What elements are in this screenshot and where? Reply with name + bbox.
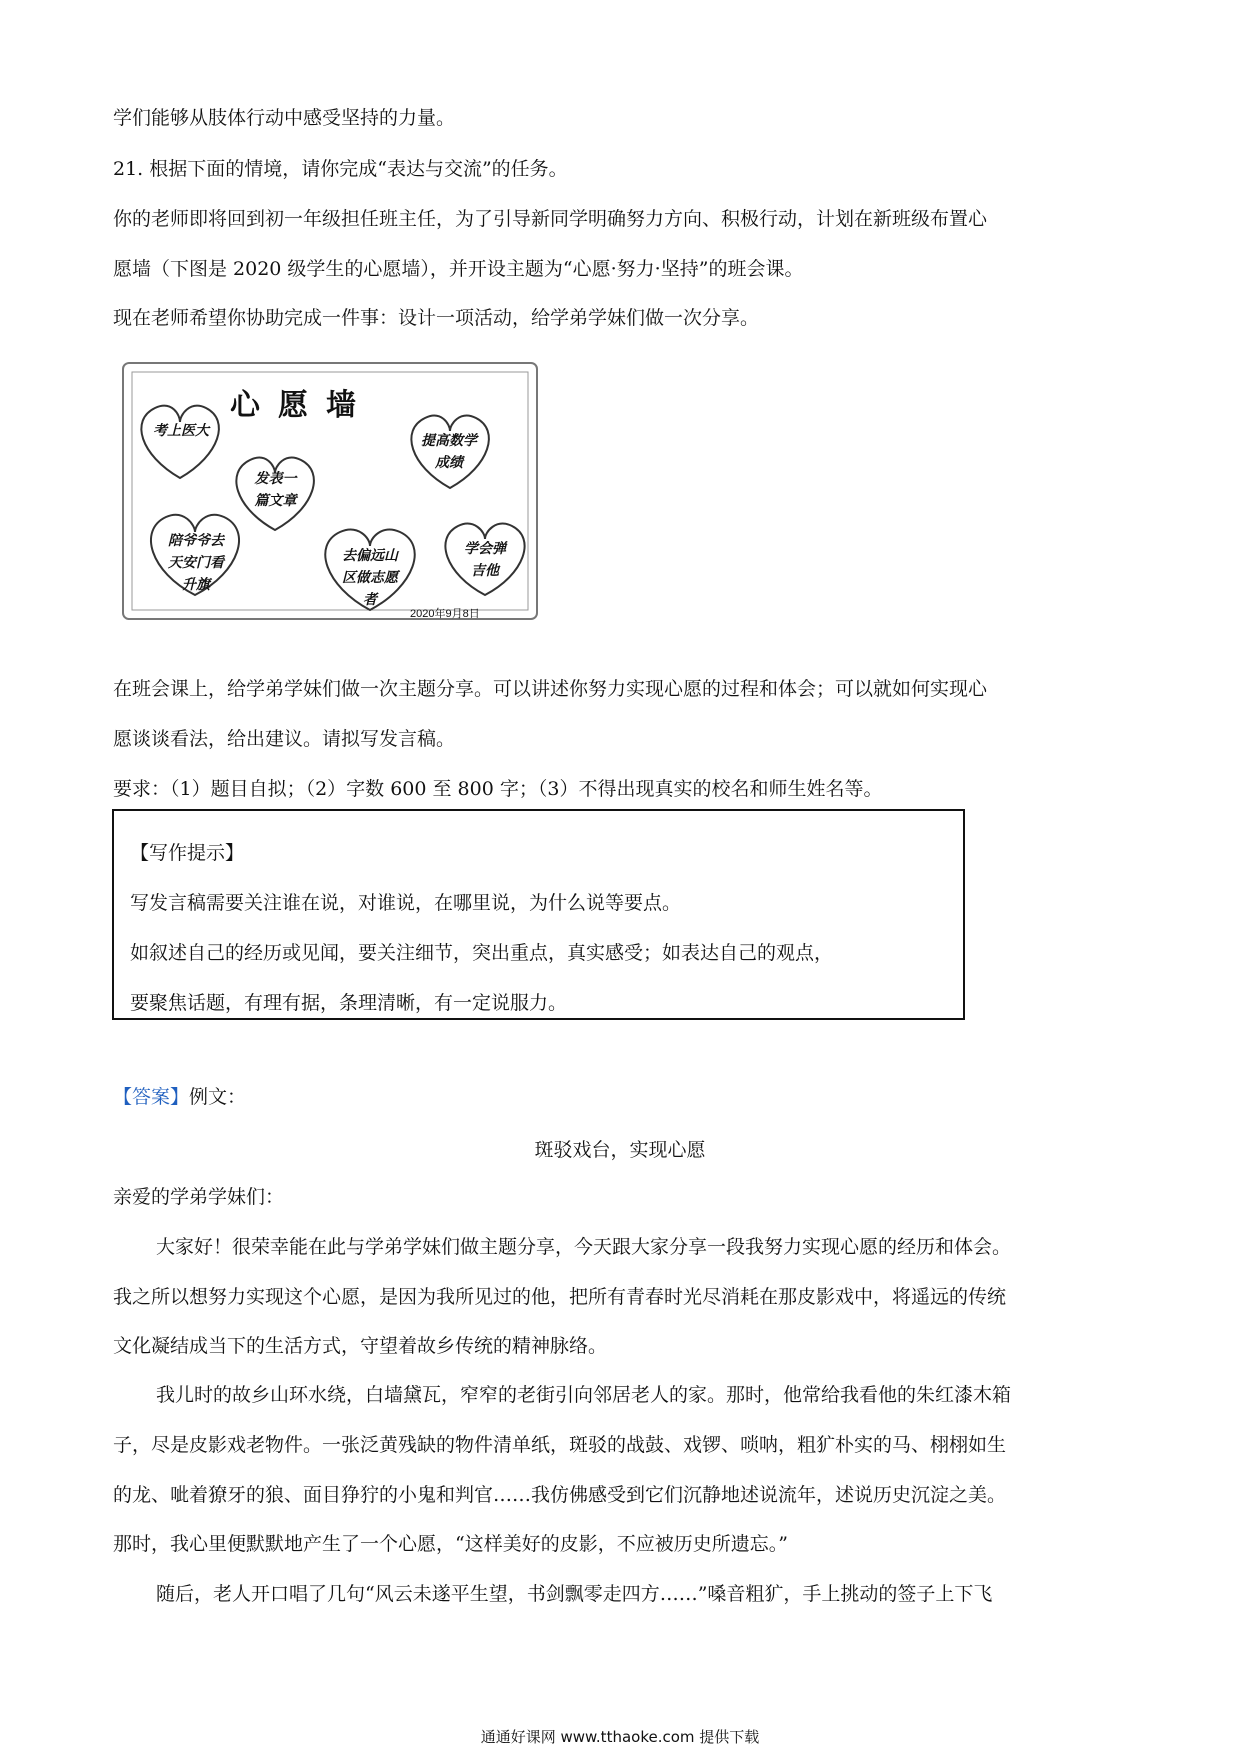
- essay-title: 斑驳戏台，实现心愿: [534, 1139, 706, 1161]
- heart-text: 发表一篇文章: [254, 471, 297, 509]
- page-footer: 通通好课网 www.tthaoke.com 提供下载: [480, 1728, 760, 1746]
- answer-label: 例文：: [189, 1086, 247, 1108]
- wish-wall-title: 心愿墙: [230, 388, 374, 423]
- text-line: 愿谈谈看法，给出建议。请拟写发言稿。: [113, 728, 456, 750]
- text-line: 你的老师即将回到初一年级担任班主任，为了引导新同学明确努力方向、积极行动，计划在新班级布置心: [113, 208, 988, 230]
- requirement-line: 要求：（1）题目自拟；（2）字数 600 至 800 字；（3）不得出现真实的校名和师生姓名等。: [113, 778, 883, 800]
- heart-text: 学会弹吉他: [464, 541, 506, 579]
- essay-line: 文化凝结成当下的生活方式，守望着故乡传统的精神脉络。: [113, 1335, 608, 1357]
- essay-greeting: 亲爱的学弟学妹们：: [113, 1186, 285, 1208]
- text-line: 愿墙（下图是 2020 级学生的心愿墙），并开设主题为“心愿·努力·坚持”的班会课。: [113, 258, 804, 280]
- essay-line: 的龙、呲着獠牙的狼、面目狰狞的小鬼和判官……我仿佛感受到它们沉静地述说流年，述说历史沉淀之美。: [113, 1484, 1007, 1506]
- essay-line: 子，尽是皮影戏老物件。一张泛黄残缺的物件清单纸，斑驳的战鼓、戏锣、唢呐，粗犷朴实的马、栩栩如生: [113, 1434, 1007, 1456]
- essay-line: 那时，我心里便默默地产生了一个心愿，“这样美好的皮影，不应被历史所遗忘。”: [113, 1533, 788, 1555]
- essay-line: 随后，老人开口唱了几句“风云未遂平生望，书剑飘零走四方……”嗓音粗犷，手上挑动的签子上下飞: [156, 1583, 993, 1605]
- heart-text: 去偏远山区做志愿者: [342, 548, 398, 608]
- wish-wall-image: [120, 360, 540, 622]
- heart-text: 陪爷爷去天安门看升旗: [168, 533, 224, 593]
- essay-line: 大家好！很荣幸能在此与学弟学妹们做主题分享，今天跟大家分享一段我努力实现心愿的经历和体会。: [156, 1236, 1012, 1258]
- answer-heading: [113, 1085, 246, 1109]
- answer-tag: 【答案】: [113, 1086, 190, 1108]
- essay-line: 我儿时的故乡山环水绕，白墙黛瓦，窄窄的老街引向邻居老人的家。那时，他常给我看他的朱红漆木箱: [156, 1384, 1012, 1406]
- heart-text: 提高数学成绩: [421, 433, 477, 471]
- text-line: 现在老师希望你协助完成一件事：设计一项活动，给学弟学妹们做一次分享。: [113, 307, 760, 329]
- heart-text: 考上医大: [153, 423, 209, 439]
- essay-line: 我之所以想努力实现这个心愿，是因为我所见过的他，把所有青春时光尽消耗在那皮影戏中，将遥远的传统: [113, 1286, 1007, 1308]
- tips-title: 【写作提示】: [130, 842, 245, 864]
- wish-wall-date: 2020年9月8日: [410, 608, 480, 620]
- tips-line: 如叙述自己的经历或见闻，要关注细节，突出重点，真实感受；如表达自己的观点，: [130, 942, 834, 964]
- tips-line: 要聚焦话题，有理有据，条理清晰，有一定说服力。: [130, 992, 568, 1014]
- tips-line: 写发言稿需要关注谁在说，对谁说，在哪里说，为什么说等要点。: [130, 892, 682, 914]
- question-line: 21. 根据下面的情境，请你完成“表达与交流”的任务。: [113, 158, 568, 180]
- writing-tips-box: [112, 809, 965, 1020]
- text-line: 学们能够从肢体行动中感受坚持的力量。: [113, 107, 456, 129]
- text-line: 在班会课上，给学弟学妹们做一次主题分享。可以讲述你努力实现心愿的过程和体会；可以就如何实现心: [113, 678, 988, 700]
